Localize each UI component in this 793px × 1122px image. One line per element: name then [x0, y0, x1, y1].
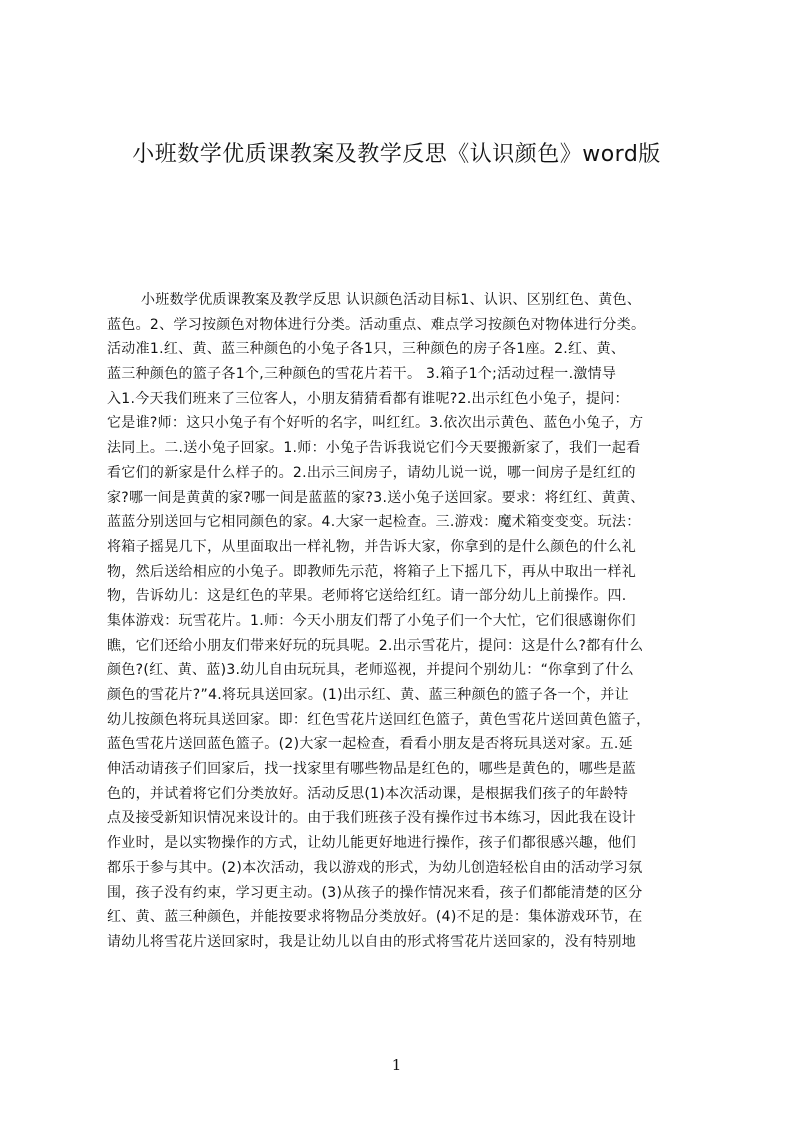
body-line: 看它们的新家是什么样子的。2.出示三间房子，请幼儿说一说，哪一间房子是红红的: [107, 464, 636, 481]
body-line: 活动准1.红、黄、蓝三种颜色的小兔子各1只，三种颜色的房子各1座。2.红、黄、: [107, 341, 626, 358]
body-line: 家?哪一间是黄黄的家?哪一间是蓝蓝的家?3.送小兔子送回家。要求：将红红、黄黄、: [107, 489, 645, 506]
body-line: 物，告诉幼儿：这是红色的苹果。老师将它送给红红。请一部分幼儿上前操作。四.: [107, 588, 627, 605]
page-number: 1: [391, 1056, 402, 1074]
body-line: 伸活动请孩子们回家后，找一找家里有哪些物品是红色的，哪些是黄色的，哪些是蓝: [107, 761, 637, 778]
body-line: 蓝色。2、学习按颜色对物体进行分类。活动重点、难点学习按颜色对物体进行分类。: [107, 316, 646, 333]
body-line: 物，然后送给相应的小兔子。即教师先示范，将箱子上下摇几下，再从中取出一样礼: [107, 563, 637, 580]
body-line: 围，孩子没有约束，学习更主动。(3)从孩子的操作情况来看，孩子们都能清楚的区分: [107, 884, 643, 901]
body-line: 将箱子摇晃几下，从里面取出一样礼物，并告诉大家，你拿到的是什么颜色的什么礼: [107, 538, 637, 555]
document-title: 小班数学优质课教案及教学反思《认识颜色》word版: [132, 142, 661, 167]
body-line: 红、黄、蓝三种颜色，并能按要求将物品分类放好。(4)不足的是：集体游戏环节，在: [107, 909, 643, 926]
body-line: 颜色的雪花片?”4.将玩具送回家。(1)出示红、黄、蓝三种颜色的篮子各一个，并让: [107, 687, 629, 703]
body-line: 蓝色雪花片送回蓝色篮子。(2)大家一起检查，看看小朋友是否将玩具送对家。五.延: [107, 736, 633, 753]
body-line: 请幼儿将雪花片送回家时，我是让幼儿以自由的形式将雪花片送回家的，没有特别地: [107, 933, 637, 950]
document-body: [107, 288, 698, 955]
body-line: 法同上。二.送小兔子回家。1.师：小兔子告诉我说它们今天要搬新家了，我们一起看: [107, 440, 641, 457]
body-line: 都乐于参与其中。(2)本次活动，我以游戏的形式，为幼儿创造轻松自由的活动学习氛: [107, 859, 643, 876]
body-line: 小班数学优质课教案及教学反思 认识颜色活动目标1、认识、区别红色、黄色、: [141, 292, 642, 308]
body-line: 集体游戏：玩雪花片。1.师：今天小朋友们帮了小兔子们一个大忙，它们很感谢你们: [107, 612, 636, 629]
body-line: 幼儿按颜色将玩具送回家。即：红色雪花片送回红色篮子，黄色雪花片送回黄色篮子，: [107, 711, 651, 728]
body-line: 蓝三种颜色的篮子各1个,三种颜色的雪花片若干。 3.箱子1个;活动过程一.激情导: [107, 366, 617, 383]
body-line: 入1.今天我们班来了三位客人，小朋友猜猜看都有谁呢?2.出示红色小兔子，提问：: [107, 390, 629, 407]
body-line: 点及接受新知识情况来设计的。由于我们班孩子没有操作过书本练习，因此我在设计: [107, 810, 637, 827]
body-line: 作业时，是以实物操作的方式，让幼儿能更好地进行操作，孩子们都很感兴趣，他们: [107, 835, 637, 852]
body-line: 瞧，它们还给小朋友们带来好玩的玩具呢。2.出示雪花片，提问：这是什么?都有什么: [107, 637, 644, 654]
body-line: 色的，并试着将它们分类放好。活动反思(1)本次活动课，是根据我们孩子的年龄特: [107, 785, 629, 802]
body-line: 蓝蓝分别送回与它相同颜色的家。4.大家一起检查。三.游戏：魔术箱变变变。玩法：: [107, 514, 641, 531]
body-line: 它是谁?师：这只小兔子有个好听的名字，叫红红。3.依次出示黄色、蓝色小兔子，方: [107, 415, 644, 432]
body-line: 颜色?(红、黄、蓝)3.幼儿自由玩玩具，老师巡视，并提问个别幼儿：“你拿到了什么: [107, 662, 634, 679]
